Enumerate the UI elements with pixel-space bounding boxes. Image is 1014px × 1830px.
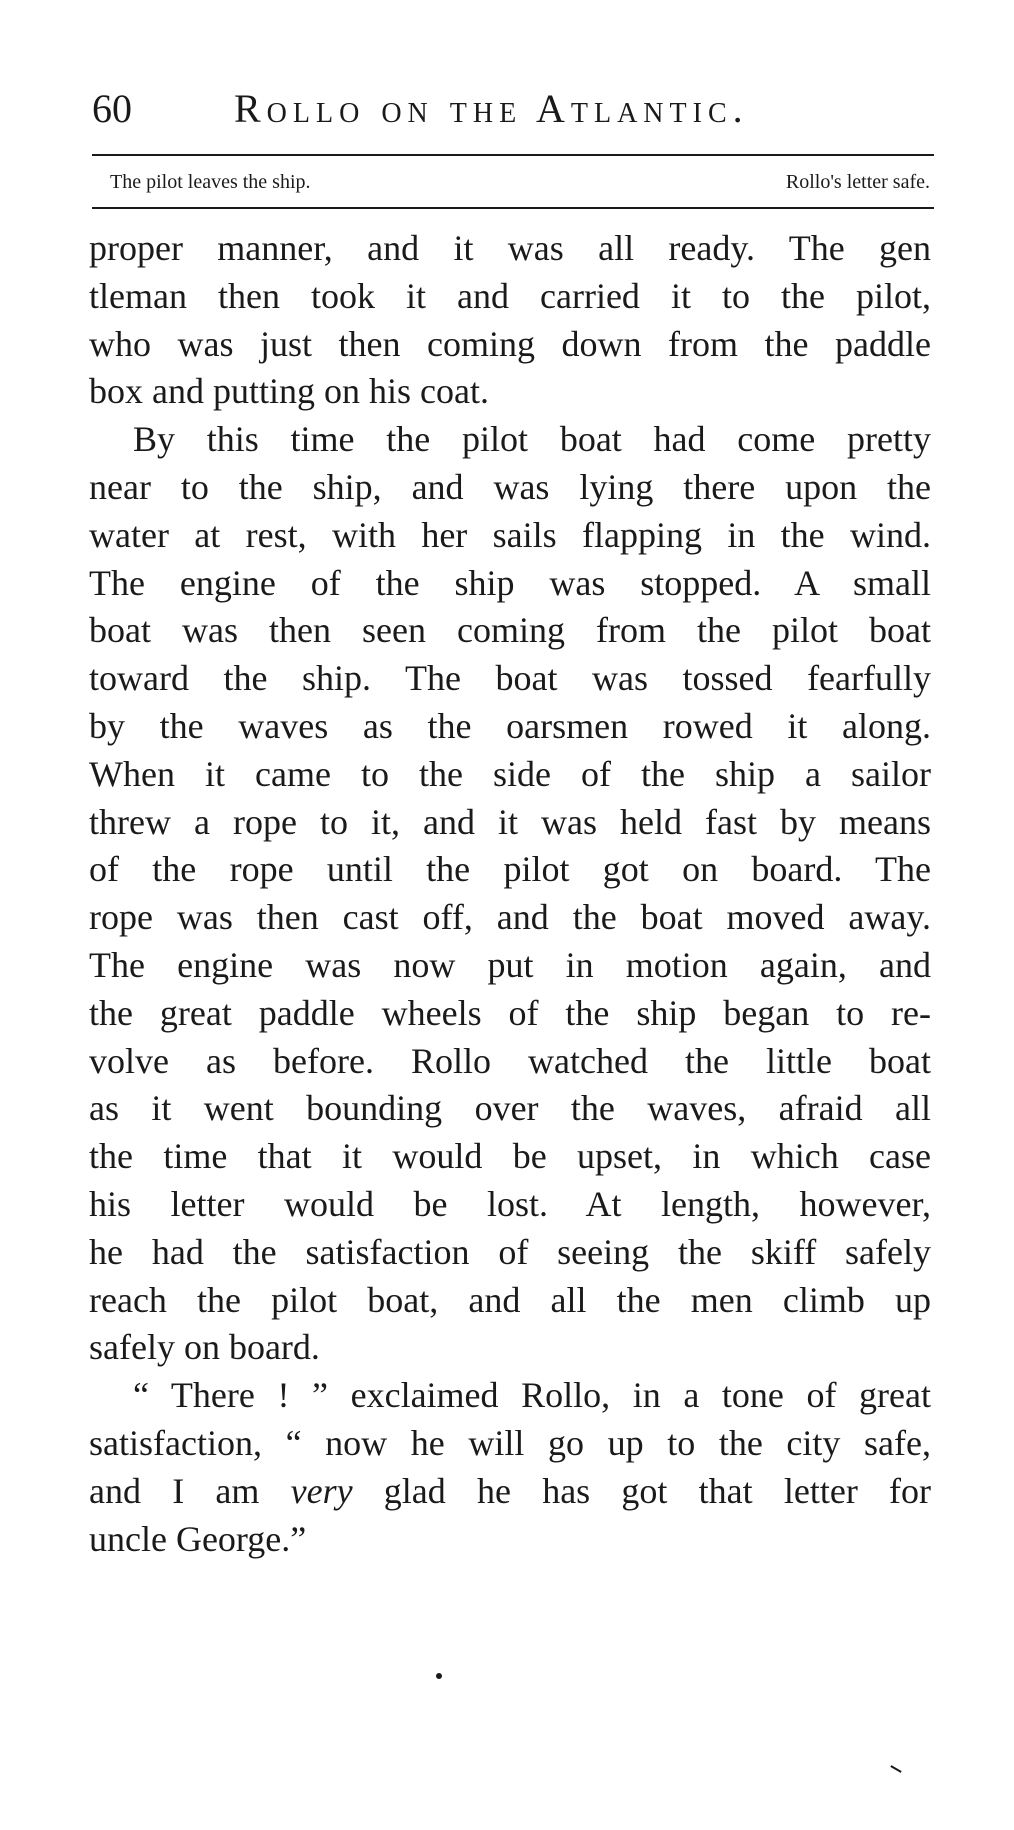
text-run: and I am [89, 1470, 291, 1511]
text-line: as it went bounding over the waves, afraid all [89, 1088, 931, 1129]
text-line: When it came to the side of the ship a sailor [89, 753, 931, 794]
header-rule-top [92, 154, 934, 156]
paragraph-1 [89, 225, 931, 416]
text-line: tleman then took it and carried it to the pilot, [89, 275, 931, 316]
text-line: box and putting on his coat. [89, 371, 489, 412]
text-line: water at rest, with her sails flapping in the wind. [89, 514, 931, 555]
text-line-with-emphasis [89, 1468, 931, 1516]
print-speck [890, 1765, 901, 1773]
paragraph-2 [89, 416, 931, 1372]
text-line: The engine was now put in motion again, and [89, 944, 931, 985]
paragraph-3 [89, 1372, 931, 1563]
text-line: the time that it would be upset, in which case [89, 1136, 931, 1177]
text-line: boat was then seen coming from the pilot boat [89, 610, 931, 651]
text-line: By this time the pilot boat had come pretty [133, 419, 931, 460]
print-speck [436, 1673, 442, 1679]
page-number: 60 [92, 86, 132, 131]
text-line: his letter would be lost. At length, however, [89, 1183, 931, 1224]
text-line: he had the satisfaction of seeing the skiff safely [89, 1231, 931, 1272]
text-line: near to the ship, and was lying there upon the [89, 466, 931, 507]
emphasized-word: very [290, 1470, 353, 1511]
header-rule-bottom [92, 207, 934, 209]
text-line: “ There ! ” exclaimed Rollo, in a tone of great [133, 1375, 931, 1416]
body-text [89, 225, 931, 1563]
running-head [92, 84, 932, 134]
text-line: The engine of the ship was stopped. A small [89, 562, 931, 603]
text-line: safely on board. [89, 1327, 320, 1368]
text-run: glad he has got that letter for [352, 1470, 932, 1511]
text-line: by the waves as the oarsmen rowed it along. [89, 705, 931, 746]
text-line: threw a rope to it, and it was held fast by means [89, 801, 931, 842]
text-line: proper manner, and it was all ready. The gen [89, 228, 931, 268]
text-line: of the rope until the pilot got on board. The [89, 849, 931, 890]
text-line: who was just then coming down from the paddle [89, 323, 931, 364]
subhead-left: The pilot leaves the ship. [110, 171, 311, 193]
text-line: satisfaction, “ now he will go up to the city safe, [89, 1422, 931, 1463]
text-line: reach the pilot boat, and all the men climb up [89, 1279, 931, 1320]
subhead-right: Rollo's letter safe. [785, 171, 930, 193]
running-subheads [110, 167, 930, 197]
text-line: uncle George.” [89, 1518, 307, 1559]
text-line: the great paddle wheels of the ship began to re- [89, 992, 931, 1033]
text-line: rope was then cast off, and the boat moved away. [89, 897, 931, 938]
text-line: volve as before. Rollo watched the little boat [89, 1040, 931, 1081]
text-line: toward the ship. The boat was tossed fearfully [89, 658, 931, 699]
book-title: Rollo on the Atlantic. [234, 86, 749, 131]
